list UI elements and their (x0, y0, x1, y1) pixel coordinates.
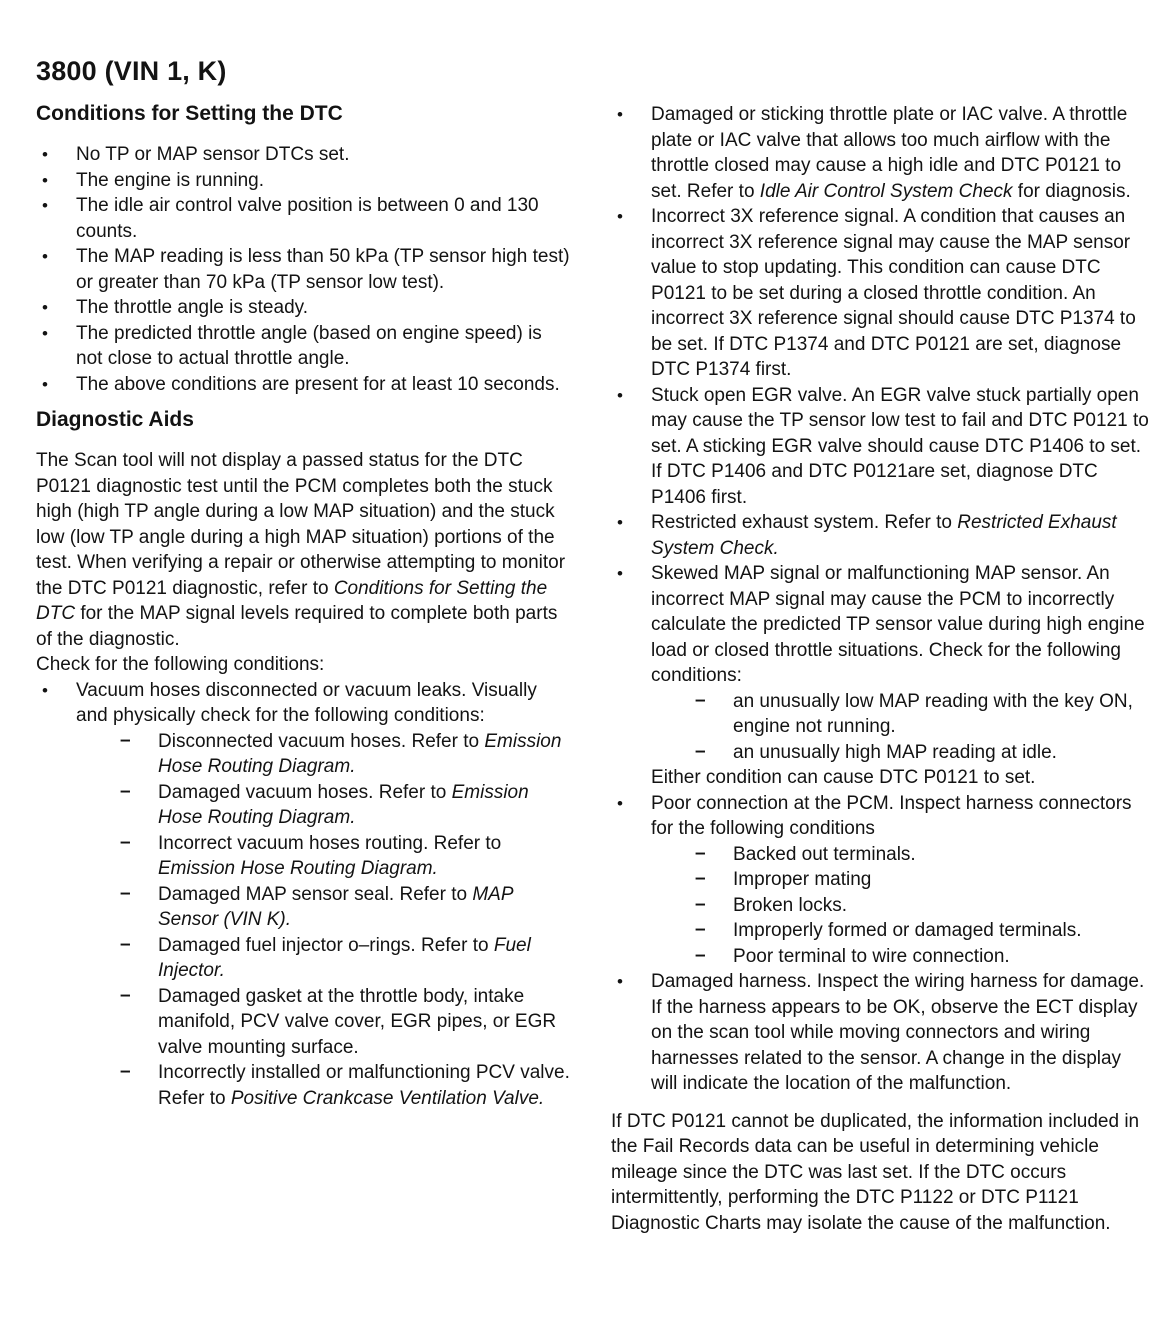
body-text: Improper mating (733, 869, 872, 890)
list-item-text (76, 323, 542, 370)
list-item-text (733, 742, 1057, 763)
list-continuation-line (611, 765, 1150, 791)
body-text: Conditions for Setting the DTC (36, 102, 343, 125)
body-text: Poor connection at the PCM. Inspect harness connectors for the following conditions (651, 792, 1132, 839)
body-text: The Scan tool will not display a passed status for the DTC P0121 diagnostic test until the PCM completes both the stuck high (high TP angle during a low MAP situation) and the stuck low (low TP angle during a high MAP situation) portions of the test. When verifying a repair or otherwise attempting to monitor the DTC P0121 diagnostic, refer to (36, 450, 566, 599)
list-item-text (733, 895, 847, 916)
dash-icon: – (120, 1061, 131, 1082)
bullet-list-item (611, 791, 1150, 842)
bullet-list-item (36, 372, 571, 398)
bullet-list-item (611, 969, 1150, 1097)
bullet-icon: • (42, 170, 48, 190)
dash-list-item (611, 740, 1150, 766)
list-item-text (651, 793, 1132, 840)
list-item-text (76, 246, 570, 293)
list-item-text (651, 206, 1136, 380)
bullet-list-item (611, 561, 1150, 689)
body-text: Vacuum hoses disconnected or vacuum leaks. Visually and physically check for the following conditions: (76, 679, 537, 726)
dash-icon: – (120, 831, 131, 853)
bullet-list-item (611, 204, 1150, 383)
body-text: Damaged or sticking throttle plate or IAC valve. A throttle plate or IAC valve that allows too much airflow with the throttle closed may cause a high idle and DTC P0121 to set. Refer to (651, 104, 1128, 202)
italic-reference-text: Restricted Exhaust System Check. (651, 512, 1117, 559)
body-text: The MAP reading is less than 50 kPa (TP sensor high test) or greater than 70 kPa (TP sensor low test). (76, 246, 570, 293)
body-text: Disconnected vacuum hoses. Refer to (158, 730, 485, 752)
paragraph (36, 652, 571, 678)
list-item-text (158, 986, 556, 1058)
dash-icon: – (695, 893, 706, 915)
bullet-list-item (36, 244, 571, 295)
dash-icon: – (120, 933, 131, 955)
bullet-icon: • (42, 323, 48, 343)
dash-list-item (36, 831, 571, 882)
dash-icon: – (695, 740, 706, 762)
body-text: Damaged MAP sensor seal. Refer to (158, 883, 473, 905)
body-text: Broken locks. (733, 894, 848, 916)
body-text: The engine is running. (76, 169, 265, 191)
dash-list-item (36, 882, 571, 933)
bullet-icon: • (42, 196, 48, 215)
list-item-text (158, 833, 501, 880)
list-item-text (651, 385, 1149, 508)
bullet-icon: • (42, 374, 48, 394)
dash-list-item (611, 944, 1150, 970)
list-item-text (733, 946, 1010, 967)
paragraph (36, 448, 571, 652)
dash-icon: – (695, 689, 706, 711)
body-text: The above conditions are present for at least 10 seconds. (76, 373, 560, 395)
italic-reference-text: Emission Hose Routing Diagram. (158, 781, 529, 828)
bullet-icon: • (617, 513, 623, 532)
body-text: Damaged fuel injector o–rings. Refer to (158, 934, 494, 956)
body-text: Skewed MAP signal or malfunctioning MAP sensor. An incorrect MAP signal may cause the PCM to incorrectly calculate the predicted TP sensor value during high engine load or closed throttle situations. Check for the following conditions: (651, 563, 1145, 686)
body-text: Damaged harness. Inspect the wiring harness for damage. If the harness appears to be OK, observe the ECT display on the scan tool while moving connectors and wiring harnesses related to the sensor. A change in the display will indicate the location of the malfunction. (651, 971, 1145, 1094)
body-text: Damaged gasket at the throttle body, intake manifold, PCV valve cover, EGR pipes, or EGR valve mounting surface. (158, 985, 557, 1058)
bullet-icon: • (42, 298, 48, 317)
bullet-icon: • (617, 105, 623, 124)
body-text: an unusually high MAP reading at idle. (733, 741, 1057, 763)
list-item-text (651, 971, 1144, 1094)
list-item-text (158, 731, 561, 778)
dash-icon: – (695, 944, 706, 966)
list-item-text (651, 104, 1131, 202)
bullet-icon: • (617, 793, 623, 813)
body-text: Check for the following conditions: (36, 654, 325, 675)
dash-list-item (611, 918, 1150, 944)
italic-reference-text: Emission Hose Routing Diagram. (158, 730, 562, 777)
body-text: Damaged vacuum hoses. Refer to (158, 781, 452, 803)
bullet-icon: • (617, 207, 623, 226)
list-item-text (76, 170, 264, 191)
page-title (36, 56, 571, 86)
dash-list-item (611, 842, 1150, 868)
bullet-list-item (611, 510, 1150, 561)
italic-reference-text: MAP Sensor (VIN K). (158, 883, 513, 930)
body-text: Backed out terminals. (733, 843, 916, 865)
body-text: for diagnosis. (1012, 180, 1131, 202)
dash-icon: – (695, 842, 706, 864)
body-text: Either condition can cause DTC P0121 to set. (651, 767, 1036, 788)
list-item-text (733, 691, 1133, 738)
italic-reference-text: Emission Hose Routing Diagram. (158, 858, 438, 879)
body-text: 3800 (VIN 1, K) (36, 56, 227, 86)
bullet-icon: • (617, 564, 623, 583)
list-item-text (733, 844, 916, 865)
bullet-list-item (611, 383, 1150, 511)
body-text: If DTC P0121 cannot be duplicated, the information included in the Fail Records data can be useful in determining vehicle mileage since the DTC was last set. If the DTC occurs intermittently, performing the DTC P1122 or DTC P1121 Diagnostic Charts may isolate the cause of the malfunction. (611, 1110, 1140, 1234)
paragraph (611, 1109, 1150, 1237)
italic-reference-text: Idle Air Control System Check (759, 180, 1013, 202)
body-text: The predicted throttle angle (based on engine speed) is not close to actual throttle angle. (76, 322, 542, 369)
list-item-text (76, 297, 308, 318)
list-item-text (733, 920, 1081, 941)
bullet-icon: • (42, 145, 48, 164)
dash-list-item (36, 984, 571, 1061)
body-text: The throttle angle is steady. (76, 297, 308, 318)
dash-list-item (36, 1060, 571, 1111)
body-text: Restricted exhaust system. Refer to (651, 512, 958, 533)
dash-list-item (36, 729, 571, 780)
body-text: Stuck open EGR valve. An EGR valve stuck partially open may cause the TP sensor low test to fail and DTC P0121 to set. A sticking EGR valve should cause DTC P1406 to set. If DTC P1406 and DTC P0121are set, diagnose DTC P1406 first. (651, 384, 1149, 508)
list-item-text (651, 563, 1145, 686)
body-text: Diagnostic Aids (36, 408, 194, 431)
body-text: The idle air control valve position is between 0 and 130 counts. (76, 195, 539, 242)
list-item-text (158, 1062, 570, 1109)
body-text: No TP or MAP sensor DTCs set. (76, 144, 350, 165)
list-item-text (158, 935, 531, 982)
body-text: Improperly formed or damaged terminals. (733, 920, 1082, 941)
dash-list-item (611, 867, 1150, 893)
list-item-text (158, 884, 513, 931)
dash-icon: – (120, 984, 131, 1006)
left-column (36, 56, 571, 1236)
dash-icon: – (120, 780, 131, 802)
bullet-icon: • (42, 247, 48, 266)
list-item-text (651, 512, 1117, 559)
bullet-icon: • (617, 385, 623, 405)
dash-list-item (611, 689, 1150, 740)
dash-icon: – (695, 919, 706, 940)
dash-icon: – (120, 729, 131, 751)
bullet-list-item (36, 168, 571, 194)
body-text: Incorrect vacuum hoses routing. Refer to (158, 832, 502, 854)
bullet-list-item (611, 102, 1150, 204)
dash-list-item (36, 780, 571, 831)
italic-reference-text: Positive Crankcase Ventilation Valve. (230, 1087, 545, 1109)
dash-list-item (611, 893, 1150, 919)
dash-icon: – (695, 868, 706, 889)
bullet-list-item (36, 295, 571, 321)
list-item-text (733, 869, 871, 890)
body-text: an unusually low MAP reading with the key ON, engine not running. (733, 690, 1133, 737)
section-heading (36, 407, 571, 432)
bullet-list-item (36, 321, 571, 372)
bullet-list-item (36, 142, 571, 168)
italic-reference-text: Conditions for Setting the DTC (36, 577, 548, 624)
list-item-text (76, 374, 560, 395)
list-item-text (158, 782, 529, 829)
body-text: Incorrect 3X reference signal. A condition that causes an incorrect 3X reference signal may cause the MAP sensor value to stop updating. This condition can cause DTC P0121 to be set during a closed throttle condition. An incorrect 3X reference signal should cause DTC P1374 to be set. If DTC P1374 and DTC P0121 are set, diagnose DTC P1374 first. (651, 206, 1136, 380)
italic-reference-text: Fuel Injector. (158, 934, 531, 981)
body-text: Incorrectly installed or malfunctioning PCV valve. Refer to (158, 1062, 570, 1109)
bullet-icon: • (617, 972, 623, 991)
dash-list-item (36, 933, 571, 984)
list-item-text (76, 195, 539, 242)
list-item-text (76, 144, 349, 165)
bullet-icon: • (42, 680, 48, 700)
body-text: Poor terminal to wire connection. (733, 945, 1010, 967)
section-heading (36, 101, 571, 126)
bullet-list-item (36, 193, 571, 244)
dash-icon: – (120, 882, 131, 904)
two-column-layout (36, 56, 1150, 1236)
body-text: for the MAP signal levels required to complete both parts of the diagnostic. (36, 603, 558, 650)
right-column (611, 56, 1150, 1236)
list-item-text (76, 680, 537, 727)
bullet-list-item (36, 678, 571, 729)
